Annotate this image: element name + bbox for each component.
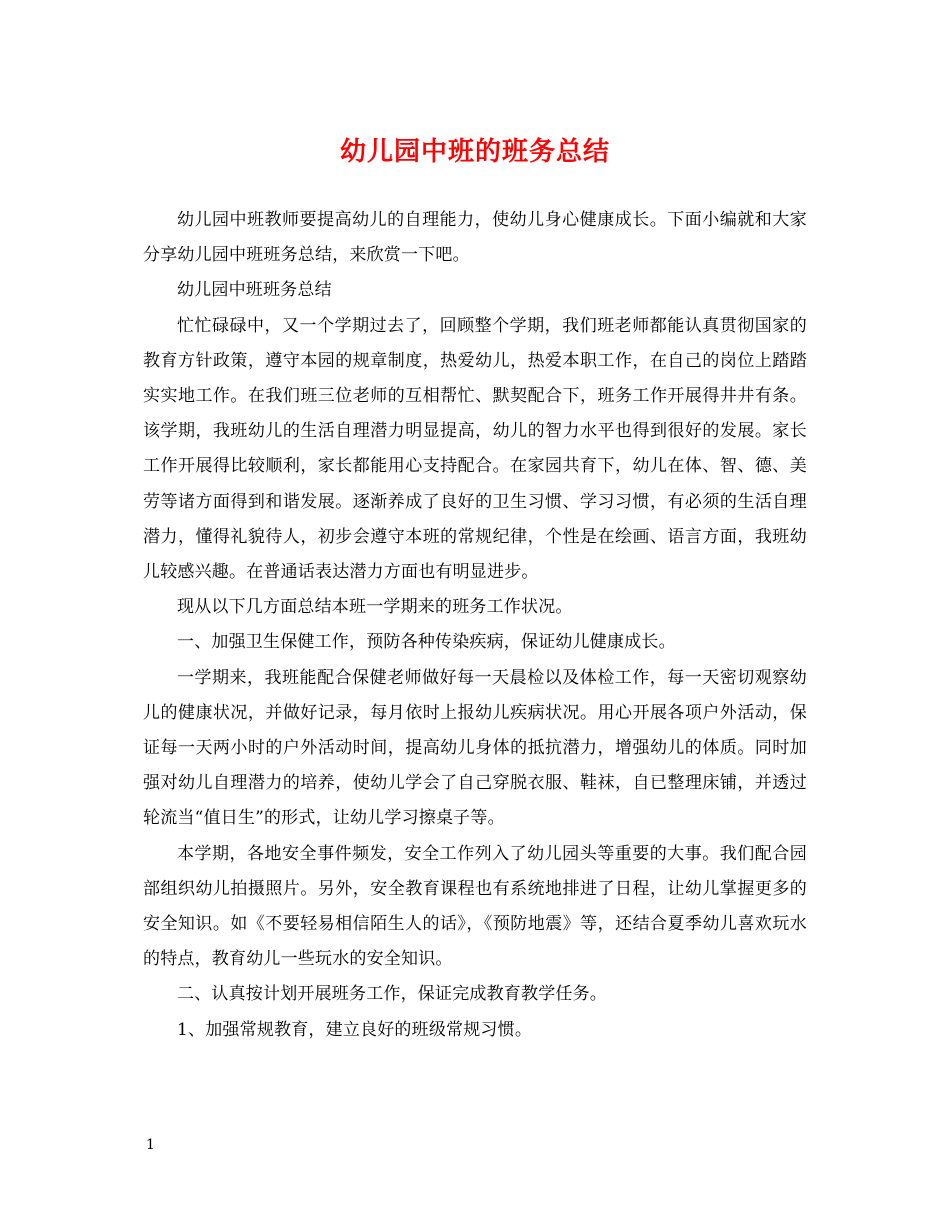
document-title: 幼儿园中班的班务总结 — [339, 137, 610, 167]
page-number: 1 — [146, 1137, 155, 1153]
paragraph-summary-intro: 现从以下几方面总结本班一学期来的班务工作状况。 — [177, 597, 573, 618]
paragraph-heading-two: 二、认真按计划开展班务工作，保证完成教育教学任务。 — [177, 984, 607, 1005]
paragraph-heading-two-item-one: 1、加强常规教育，建立良好的班级常规习惯。 — [177, 1019, 533, 1040]
paragraph-overview: 忙忙碌碌中，又一个学期过去了，回顾整个学期，我们班老师都能认真贯彻国家的教育方针政策，遵守本园的规章制度，热爱幼儿，热爱本职工作，在自己的岗位上踏踏实实地工作。在我们班三位老师的互相帮忙、默契配合下，班务工作开展得井井有条。该学期，我班幼儿的生活自理潜力明显提高，幼儿的智力水平也得到很好的发展。家长工作开展得比较顺利，家长都能用心支持配合。在家园共育下，幼儿在体、智、德、美劳等诸方面得到和谐发展。逐渐养成了良好的卫生习惯、学习习惯，有必须的生活自理潜力，懂得礼貌待人，初步会遵守本班的常规纪律，个性是在绘画、语言方面，我班幼儿较感兴趣。在普通话表达潜力方面也有明显进步。 — [143, 315, 807, 583]
paragraph-intro: 幼儿园中班教师要提高幼儿的自理能力，使幼儿身心健康成长。下面小编就和大家分享幼儿园中班班务总结，来欣赏一下吧。 — [143, 210, 807, 266]
paragraph-safety-work: 本学期，各地安全事件频发，安全工作列入了幼儿园头等重要的大事。我们配合园部组织幼儿拍摄照片。另外，安全教育课程也有系统地排进了日程，让幼儿掌握更多的安全知识。如《不要轻易相信陌生人的话》，《预防地震》等，还结合夏季幼儿喜欢玩水的特点，教育幼儿一些玩水的安全知识。 — [143, 843, 807, 970]
paragraph-heading-one: 一、加强卫生保健工作，预防各种传染疾病，保证幼儿健康成长。 — [177, 632, 676, 653]
document-body — [143, 203, 807, 1048]
paragraph-subtitle: 幼儿园中班班务总结 — [177, 280, 332, 301]
paragraph-health-work: 一学期来，我班能配合保健老师做好每一天晨检以及体检工作，每一天密切观察幼儿的健康状况，并做好记录，每月依时上报幼儿疾病状况。用心开展各项户外活动，保证每一天两小时的户外活动时间，提高幼儿身体的抵抗潜力，增强幼儿的体质。同时加强对幼儿自理潜力的培养，使幼儿学会了自己穿脱衣服、鞋袜，自已整理床铺，并透过轮流当“值日生”的形式，让幼儿学习擦桌子等。 — [143, 667, 807, 829]
